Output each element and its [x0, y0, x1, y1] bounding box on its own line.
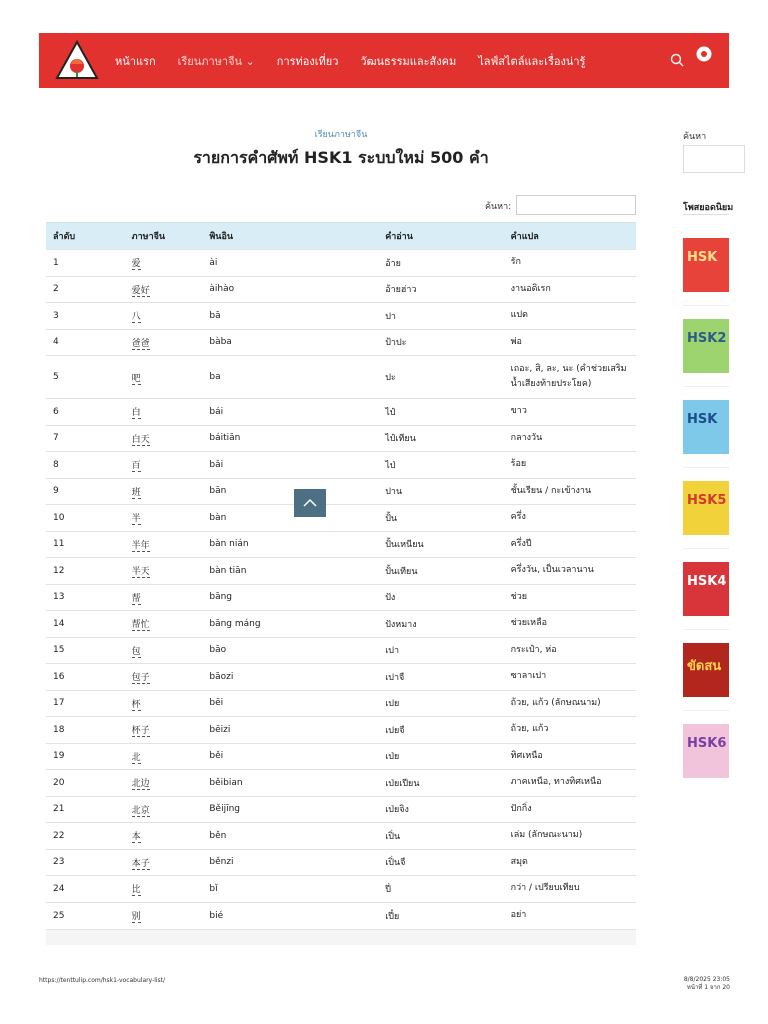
table-row	[46, 611, 636, 638]
pinyin-cell: bān	[202, 478, 378, 505]
reading-cell: ไป่	[378, 452, 503, 479]
reading-cell: เปา	[378, 637, 503, 664]
column-header[interactable]: ลำดับ	[46, 223, 125, 250]
translation-cell: กลางวัน	[504, 425, 636, 452]
chinese-word-link[interactable]: 杯	[131, 699, 141, 710]
popular-post-thumbnail[interactable]	[683, 238, 729, 292]
translation-cell: รัก	[504, 250, 636, 277]
column-header[interactable]: คำอ่าน	[378, 223, 503, 250]
pinyin-cell: bā	[202, 303, 378, 330]
top-nav-bar	[39, 33, 729, 88]
chinese-word-cell	[125, 558, 203, 585]
chinese-word-link[interactable]: 别	[131, 912, 141, 922]
pinyin-cell: bǐ	[202, 876, 378, 903]
reading-cell: ปัง	[378, 584, 503, 611]
translation-cell: ถ้วย, แก้ว	[504, 717, 636, 744]
chinese-word-link[interactable]: 吧	[131, 373, 141, 384]
row-number-cell: 2	[46, 276, 125, 303]
row-number-cell: 6	[46, 399, 125, 426]
table-search-label: ค้นหา:	[485, 202, 512, 212]
row-number-cell: 18	[46, 717, 125, 744]
translation-cell: เถอะ, สิ, ละ, นะ (คำช่วยเสริมน้ำเสียงท้ายประโยค)	[504, 356, 636, 399]
chinese-word-cell	[125, 902, 203, 929]
row-number-cell: 5	[46, 356, 125, 399]
table-row	[46, 478, 636, 505]
popular-post-thumbnail[interactable]	[683, 643, 729, 697]
thumbnail-divider	[683, 548, 729, 549]
row-number-cell: 3	[46, 303, 125, 330]
sidebar-search-input[interactable]	[683, 145, 745, 173]
translation-cell: แปด	[504, 303, 636, 330]
chinese-word-cell	[125, 329, 203, 356]
chinese-word-cell	[125, 356, 203, 399]
row-number-cell: 7	[46, 425, 125, 452]
chinese-word-cell	[125, 478, 203, 505]
row-number-cell: 16	[46, 664, 125, 691]
reading-cell: ปา	[378, 303, 503, 330]
table-row	[46, 250, 636, 277]
table-row	[46, 849, 636, 876]
chinese-word-link[interactable]: 北边	[131, 779, 150, 790]
reading-cell: อ้าย	[378, 250, 503, 277]
table-footer	[46, 929, 636, 945]
reading-cell: อ้ายฮ่าว	[378, 276, 503, 303]
pinyin-cell: bàn	[202, 505, 378, 532]
column-header[interactable]: ภาษาจีน	[125, 223, 203, 250]
chinese-word-link[interactable]: 比	[131, 885, 141, 896]
pinyin-cell: àihào	[202, 276, 378, 303]
reading-cell: เปาจื	[378, 664, 503, 691]
translation-cell: ร้อย	[504, 452, 636, 479]
thumbnail-label: HSK	[687, 412, 718, 427]
table-row	[46, 329, 636, 356]
pinyin-cell: bāng máng	[202, 611, 378, 638]
chinese-word-link[interactable]: 白	[131, 408, 141, 419]
nav-item[interactable]: หน้าแรก	[115, 54, 156, 68]
pinyin-cell: běi	[202, 743, 378, 770]
chinese-word-link[interactable]: 杯子	[131, 726, 150, 737]
popular-post-thumbnail[interactable]	[683, 400, 729, 454]
row-number-cell: 15	[46, 637, 125, 664]
translation-cell: ถ้วย, แก้ว (ลักษณนาม)	[504, 690, 636, 717]
chinese-word-cell	[125, 584, 203, 611]
pinyin-cell: ba	[202, 356, 378, 399]
reading-cell: ปี่	[378, 876, 503, 903]
chinese-word-link[interactable]: 半	[131, 514, 141, 525]
nav-item[interactable]: วัฒนธรรมและสังคม	[360, 54, 457, 68]
translation-cell: ขาว	[504, 399, 636, 426]
tulip-logo-icon[interactable]	[55, 40, 99, 80]
thumbnail-label: HSK	[687, 250, 718, 265]
chinese-word-link[interactable]: 白天	[131, 434, 150, 445]
table-row	[46, 743, 636, 770]
chinese-word-cell	[125, 743, 203, 770]
sidebar-heading: โพสยอดนิยม	[683, 203, 733, 213]
chinese-word-cell	[125, 690, 203, 717]
chinese-word-link[interactable]: 帮忙	[131, 620, 150, 631]
row-number-cell: 12	[46, 558, 125, 585]
pinyin-cell: ài	[202, 250, 378, 277]
table-row	[46, 505, 636, 532]
chinese-word-link[interactable]: 本	[131, 832, 141, 843]
chinese-word-link[interactable]: 北京	[131, 805, 150, 816]
translation-cell: ครึ่งวัน, เป็นเวลานาน	[504, 558, 636, 585]
pinyin-cell: bàn nián	[202, 531, 378, 558]
row-number-cell: 22	[46, 823, 125, 850]
translation-cell: ช่วย	[504, 584, 636, 611]
table-row	[46, 770, 636, 797]
chinese-word-cell	[125, 717, 203, 744]
translation-cell: ช่วยเหลือ	[504, 611, 636, 638]
row-number-cell: 14	[46, 611, 125, 638]
search-icon[interactable]	[670, 53, 684, 67]
table-header-row	[46, 223, 636, 250]
chinese-word-cell	[125, 823, 203, 850]
table-row	[46, 664, 636, 691]
translation-cell: งานอดิเรก	[504, 276, 636, 303]
table-row	[46, 399, 636, 426]
theme-toggle-icon[interactable]	[696, 46, 712, 62]
table-row	[46, 558, 636, 585]
reading-cell: เปย	[378, 690, 503, 717]
thumbnail-divider	[683, 386, 729, 387]
reading-cell: ปั้นเทียน	[378, 558, 503, 585]
footer-url: https://tenttulip.com/hsk1-vocabulary-list/	[39, 977, 166, 984]
table-row	[46, 531, 636, 558]
chinese-word-link[interactable]: 帮	[131, 593, 141, 604]
thumbnail-label: HSK6	[687, 736, 727, 751]
thumbnail-label: HSK2	[687, 331, 727, 346]
row-number-cell: 4	[46, 329, 125, 356]
reading-cell: ปังหมาง	[378, 611, 503, 638]
row-number-cell: 10	[46, 505, 125, 532]
reading-cell: ปั้นเหนียน	[378, 531, 503, 558]
table-row	[46, 584, 636, 611]
popular-post-thumbnail[interactable]	[683, 481, 729, 535]
table-row	[46, 902, 636, 929]
translation-cell: ครึ่ง	[504, 505, 636, 532]
popular-post-thumbnail[interactable]	[683, 319, 729, 373]
translation-cell: ภาคเหนือ, ทางทิศเหนือ	[504, 770, 636, 797]
chinese-word-cell	[125, 505, 203, 532]
row-number-cell: 24	[46, 876, 125, 903]
main-menu	[115, 33, 607, 88]
chinese-word-cell	[125, 250, 203, 277]
row-number-cell: 20	[46, 770, 125, 797]
chinese-word-cell	[125, 452, 203, 479]
pinyin-cell: bái	[202, 399, 378, 426]
chinese-word-link[interactable]: 包子	[131, 673, 150, 684]
table-row	[46, 876, 636, 903]
chinese-word-link[interactable]: 半天	[131, 567, 150, 578]
table-row	[46, 276, 636, 303]
thumbnail-divider	[683, 467, 729, 468]
translation-cell: ทิศเหนือ	[504, 743, 636, 770]
chinese-word-cell	[125, 876, 203, 903]
chinese-word-cell	[125, 303, 203, 330]
chinese-word-link[interactable]: 八	[131, 312, 141, 323]
thumbnail-label: ขัดสน	[687, 659, 722, 674]
thumbnail-label: HSK4	[687, 574, 727, 589]
chinese-word-cell	[125, 425, 203, 452]
pinyin-cell: bàn tiān	[202, 558, 378, 585]
footer-page: หน้าที่ 1 จาก 20	[686, 984, 730, 991]
nav-item[interactable]: เรียนภาษาจีน ⌄	[177, 54, 255, 68]
reading-cell: เป่ยจิง	[378, 796, 503, 823]
pinyin-cell: běnzi	[202, 849, 378, 876]
pinyin-cell: bāng	[202, 584, 378, 611]
reading-cell: เป่ยเปียน	[378, 770, 503, 797]
translation-cell: เล่ม (ลักษณะนาม)	[504, 823, 636, 850]
chinese-word-cell	[125, 770, 203, 797]
translation-cell: ครึ่งปี	[504, 531, 636, 558]
reading-cell: เปี๋ย	[378, 902, 503, 929]
nav-item[interactable]: การท่องเที่ยว	[276, 54, 339, 68]
reading-cell: ปั้น	[378, 505, 503, 532]
thumbnail-divider	[683, 305, 729, 306]
reading-cell: ไป๋เทียน	[378, 425, 503, 452]
table-row	[46, 452, 636, 479]
sidebar-divider	[683, 214, 729, 215]
popular-post-thumbnail[interactable]	[683, 562, 729, 616]
thumbnail-divider	[683, 710, 729, 711]
row-number-cell: 21	[46, 796, 125, 823]
chinese-word-cell	[125, 796, 203, 823]
chinese-word-cell	[125, 611, 203, 638]
reading-cell: เปยจื	[378, 717, 503, 744]
reading-cell: ไป๋	[378, 399, 503, 426]
column-header[interactable]: คำแปล	[504, 223, 636, 250]
pinyin-cell: bàba	[202, 329, 378, 356]
pinyin-cell: bāo	[202, 637, 378, 664]
table-row	[46, 823, 636, 850]
chinese-word-link[interactable]: 本子	[131, 858, 150, 869]
chinese-word-link[interactable]: 包	[131, 646, 141, 657]
chinese-word-cell	[125, 531, 203, 558]
translation-cell: อย่า	[504, 902, 636, 929]
reading-cell: ป้าปะ	[378, 329, 503, 356]
page-title: รายการคำศัพท์ HSK1 ระบบใหม่ 500 คำ	[193, 148, 489, 167]
reading-cell: เปิ่น	[378, 823, 503, 850]
chinese-word-cell	[125, 276, 203, 303]
row-number-cell: 1	[46, 250, 125, 277]
row-number-cell: 19	[46, 743, 125, 770]
translation-cell: ชั้นเรียน / กะเข้างาน	[504, 478, 636, 505]
table-row	[46, 717, 636, 744]
translation-cell: ปักกิ่ง	[504, 796, 636, 823]
pinyin-cell: bǎi	[202, 452, 378, 479]
table-row	[46, 356, 636, 399]
chinese-word-cell	[125, 399, 203, 426]
chinese-word-link[interactable]: 半年	[131, 540, 150, 551]
table-search-input[interactable]	[516, 195, 636, 215]
chinese-word-link[interactable]: 班	[131, 487, 141, 498]
scroll-to-top-button[interactable]	[294, 489, 326, 517]
table-row	[46, 425, 636, 452]
thumbnail-divider	[683, 629, 729, 630]
nav-item[interactable]: ไลฟ์สไตล์และเรื่องน่ารู้	[478, 54, 586, 68]
translation-cell: กว่า / เปรียบเทียบ	[504, 876, 636, 903]
pinyin-cell: bié	[202, 902, 378, 929]
translation-cell: พ่อ	[504, 329, 636, 356]
pinyin-cell: Běijīng	[202, 796, 378, 823]
chinese-word-link[interactable]: 爸爸	[131, 338, 150, 349]
chinese-word-link[interactable]: 北	[131, 752, 141, 763]
chinese-word-cell	[125, 849, 203, 876]
row-number-cell: 13	[46, 584, 125, 611]
pinyin-cell: bēi	[202, 690, 378, 717]
chinese-word-link[interactable]: 爱好	[131, 285, 150, 296]
row-number-cell: 23	[46, 849, 125, 876]
pinyin-cell: běibian	[202, 770, 378, 797]
table-row	[46, 796, 636, 823]
pinyin-cell: bāozi	[202, 664, 378, 691]
translation-cell: ซาลาเปา	[504, 664, 636, 691]
translation-cell: กระเป๋า, ห่อ	[504, 637, 636, 664]
reading-cell: ปะ	[378, 356, 503, 399]
chinese-word-cell	[125, 637, 203, 664]
chinese-word-cell	[125, 664, 203, 691]
chinese-word-link[interactable]: 百	[131, 461, 141, 472]
reading-cell: ปาน	[378, 478, 503, 505]
row-number-cell: 25	[46, 902, 125, 929]
pinyin-cell: běn	[202, 823, 378, 850]
row-number-cell: 9	[46, 478, 125, 505]
table-row	[46, 303, 636, 330]
column-header[interactable]: พินอิน	[202, 223, 378, 250]
row-number-cell: 17	[46, 690, 125, 717]
vocabulary-table	[46, 222, 636, 929]
popular-post-thumbnail[interactable]	[683, 724, 729, 778]
table-row	[46, 690, 636, 717]
footer-date: 8/8/2025 23:05	[683, 976, 730, 983]
reading-cell: เปิ่นจื	[378, 849, 503, 876]
translation-cell: สมุด	[504, 849, 636, 876]
footer-date-block	[660, 976, 730, 992]
breadcrumb[interactable]: เรียนภาษาจีน	[314, 130, 368, 140]
chinese-word-link[interactable]: 爱	[131, 259, 141, 270]
row-number-cell: 11	[46, 531, 125, 558]
pinyin-cell: báitiān	[202, 425, 378, 452]
reading-cell: เป่ย	[378, 743, 503, 770]
row-number-cell: 8	[46, 452, 125, 479]
table-row	[46, 637, 636, 664]
pinyin-cell: bēizi	[202, 717, 378, 744]
thumbnail-label: HSK5	[687, 493, 727, 508]
sidebar-search-label: ค้นหา	[683, 132, 707, 142]
